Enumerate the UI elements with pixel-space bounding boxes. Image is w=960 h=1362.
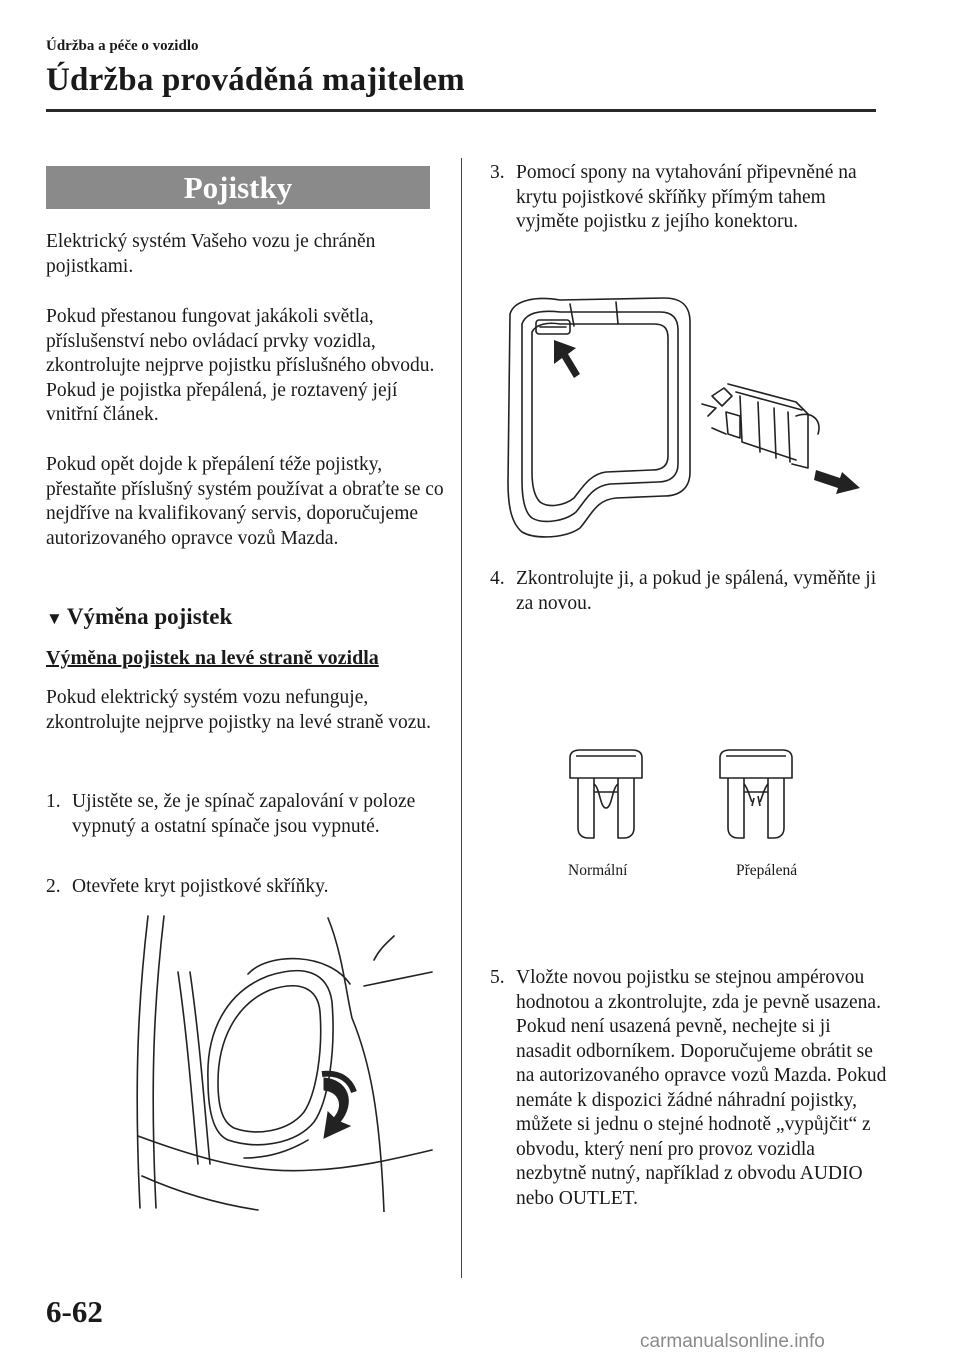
page-number: 6-62 xyxy=(46,1294,103,1329)
step-3 xyxy=(490,161,890,235)
pull-direction-arrow-icon xyxy=(814,470,860,494)
intro-paragraph-1: Elektrický systém Vašeho vozu je chráněn pojistkami. xyxy=(46,231,376,277)
caption-normal: Normální xyxy=(568,862,628,879)
curved-arrow-icon xyxy=(322,1074,354,1138)
subsection-heading xyxy=(46,604,232,630)
intro-paragraph-2: Pokud přestanou fungovat jakákoli světla, příslušenství nebo ovládací prvky vozidla, zkontrolujte nejprve pojistku příslušného obvodu. Pokud je pojistka přepálená, je roztavený její vnitřní článek. xyxy=(46,306,435,425)
lead-paragraph: Pokud elektrický systém vozu nefunguje, zkontrolujte nejprve pojistky na levé straně vozu. xyxy=(46,687,432,733)
column-divider xyxy=(461,158,462,1278)
step-text: Pomocí spony na vytahování připevněné na krytu pojistkové skříňky přímým tahem vyjměte pojistku z jejího konektoru. xyxy=(516,162,857,232)
blown-fuse-illustration xyxy=(716,748,796,848)
step-text: Zkontrolujte ji, a pokud je spálená, vyměňte ji za novou. xyxy=(516,568,877,614)
chapter-title: Údržba prováděná majitelem xyxy=(46,62,465,98)
caption-blown: Přepálená xyxy=(736,862,798,879)
fuse-box-cover-illustration xyxy=(118,912,434,1212)
normal-fuse-illustration xyxy=(566,748,646,848)
step-number: 3. xyxy=(490,162,505,183)
header-rule xyxy=(46,109,876,112)
step-number: 4. xyxy=(490,568,505,589)
triangle-marker-icon: ▼ xyxy=(46,609,63,628)
step-4 xyxy=(490,567,890,616)
step-text: Vložte novou pojistku se stejnou ampérovou hodnotou a zkontrolujte, zda je pevně usazena. Pokud není usazená pevně, nechejte si ji nasadit odborníkem. Doporučujeme obrátit se na autorizovaného opravce vozů Mazda. Pokud nemáte k dispozici žádné náhradní pojistky, můžete si jednu o stejné hodnotě „vypůjčit“ z obvodu, který není pro provoz vozidla nezbytně nutný, například z obvodu AUDIO nebo OUTLET. xyxy=(516,967,887,1209)
running-head: Údržba a péče o vozidlo xyxy=(46,38,199,54)
step-text: Otevřete kryt pojistkové skříňky. xyxy=(72,876,329,897)
step-1 xyxy=(46,790,446,839)
step-number: 2. xyxy=(46,876,61,897)
step-number: 1. xyxy=(46,791,61,812)
step-number: 5. xyxy=(490,967,505,988)
sub-subsection-heading: Výměna pojistek na levé straně vozidla xyxy=(46,647,379,669)
fuse-puller-illustration xyxy=(496,292,874,542)
section-title-banner: Pojistky xyxy=(46,166,430,209)
pointer-arrow-icon xyxy=(554,340,580,378)
step-5 xyxy=(490,966,890,1211)
step-2 xyxy=(46,875,446,900)
step-text: Ujistěte se, že je spínač zapalování v poloze vypnutý a ostatní spínače jsou vypnuté. xyxy=(72,791,416,837)
intro-paragraph-3: Pokud opět dojde k přepálení téže pojistky, přestaňte příslušný systém používat a obraťte se co nejdříve na kvalifikovaný servis, doporučujeme autorizovaného opravce vozů Mazda. xyxy=(46,454,444,549)
subsection-title: Výměna pojistek xyxy=(66,604,233,629)
watermark: carmanualsonline.info xyxy=(640,1331,825,1352)
